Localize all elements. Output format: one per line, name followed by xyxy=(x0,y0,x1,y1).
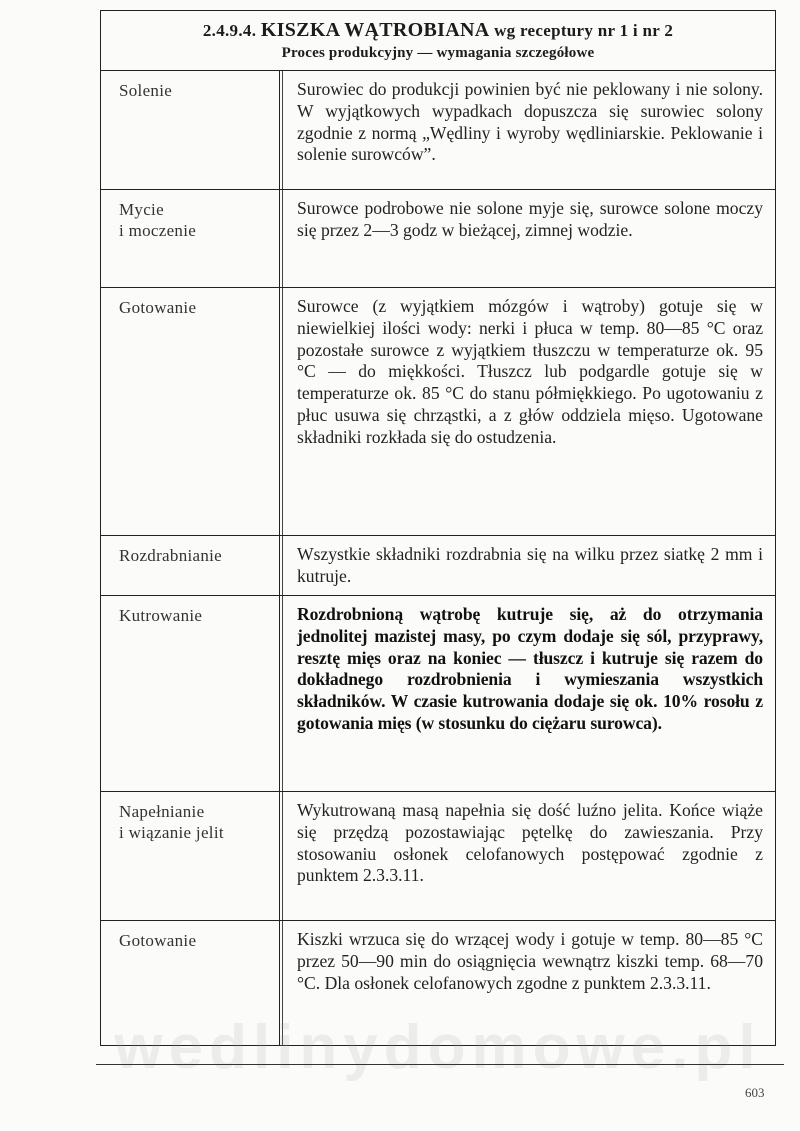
table-subtitle: Proces produkcyjny — wymagania szczegółowe xyxy=(281,45,595,61)
page-number: 603 xyxy=(745,1085,765,1100)
title-main: KISZKA WĄTROBIANA xyxy=(260,19,490,41)
table-row xyxy=(101,190,775,288)
row-text: Surowce (z wyjątkiem mózgów i wątroby) gotuje się w niewielkiej ilości wody: nerki i płuca w temp. 80—85 °C oraz pozostałe surowce z wyjątkiem tłuszczu w temperaturze ok. 95 °C — do miękkości. Tłuszcz lub podgardle gotuje się w temperaturze ok. 85 °C do stanu półmiękkiego. Po ugotowaniu z płuc usuwa się chrząstki, a z głów oddziela mięso. Ugotowane składniki rozkłada się do ostudzenia. xyxy=(297,296,763,447)
table-row xyxy=(101,596,775,792)
table-rows xyxy=(101,71,775,1045)
title-number: 2.4.9.4. xyxy=(202,21,257,40)
table-row xyxy=(101,71,775,190)
row-text: Rozdrobnioną wątrobę kutruje się, aż do otrzymania jednolitej mazistej masy, po czym dodaje się sól, przyprawy, resztę mięs oraz na koniec — tłuszcz i kutruje się razem do dokładnego rozdrobnienia i wymieszania wszystkich składników. W czasie kutrowania dodaje się ok. 10% rosołu z gotowania mięs (w stosunku do ciężaru surowca). xyxy=(297,604,763,733)
table-title xyxy=(101,19,775,42)
row-text: Wszystkie składniki rozdrabnia się na wilku przez siatkę 2 mm i kutruje. xyxy=(297,544,763,586)
process-table xyxy=(100,10,776,1046)
table-row xyxy=(101,536,775,596)
row-label: Napełnianie i wiązanie jelit xyxy=(119,802,224,842)
row-label: Kutrowanie xyxy=(119,606,203,625)
table-row xyxy=(101,792,775,921)
row-label: Solenie xyxy=(119,81,173,100)
title-rest: wg receptury nr 1 i nr 2 xyxy=(494,21,674,40)
bottom-rule xyxy=(96,1064,784,1065)
table-row xyxy=(101,921,775,1045)
row-text: Surowce podrobowe nie solone myje się, surowce solone moczy się przez 2—3 godz w bieżącej, zimnej wodzie. xyxy=(297,198,763,240)
row-label: Gotowanie xyxy=(119,931,197,950)
row-label: Mycie i moczenie xyxy=(119,200,197,240)
row-text: Kiszki wrzuca się do wrzącej wody i gotuje w temp. 80—85 °C przez 50—90 min do osiągnięcia wewnątrz kiszki temp. 68—70 °C. Dla osłonek celofanowych zgodne z punktem 2.3.3.11. xyxy=(297,929,763,993)
row-text: Surowiec do produkcji powinien być nie peklowany i nie solony. W wyjątkowych wypadkach dopuszcza się surowiec solony zgodnie z normą „Wędliny i wyroby wędliniarskie. Peklowanie i solenie surowców”. xyxy=(297,79,763,165)
table-row xyxy=(101,288,775,536)
watermark: wedlinydomowe.pl xyxy=(114,1013,762,1082)
row-label: Rozdrabnianie xyxy=(119,546,223,565)
row-label: Gotowanie xyxy=(119,298,197,317)
row-text: Wykutrowaną masą napełnia się dość luźno jelita. Końce wiąże się przędzą pozostawiając pętelkę do zawieszania. Przy stosowaniu osłonek celofanowych postępować zgodnie z punktem 2.3.3.11. xyxy=(297,800,763,886)
table-header xyxy=(101,11,775,71)
